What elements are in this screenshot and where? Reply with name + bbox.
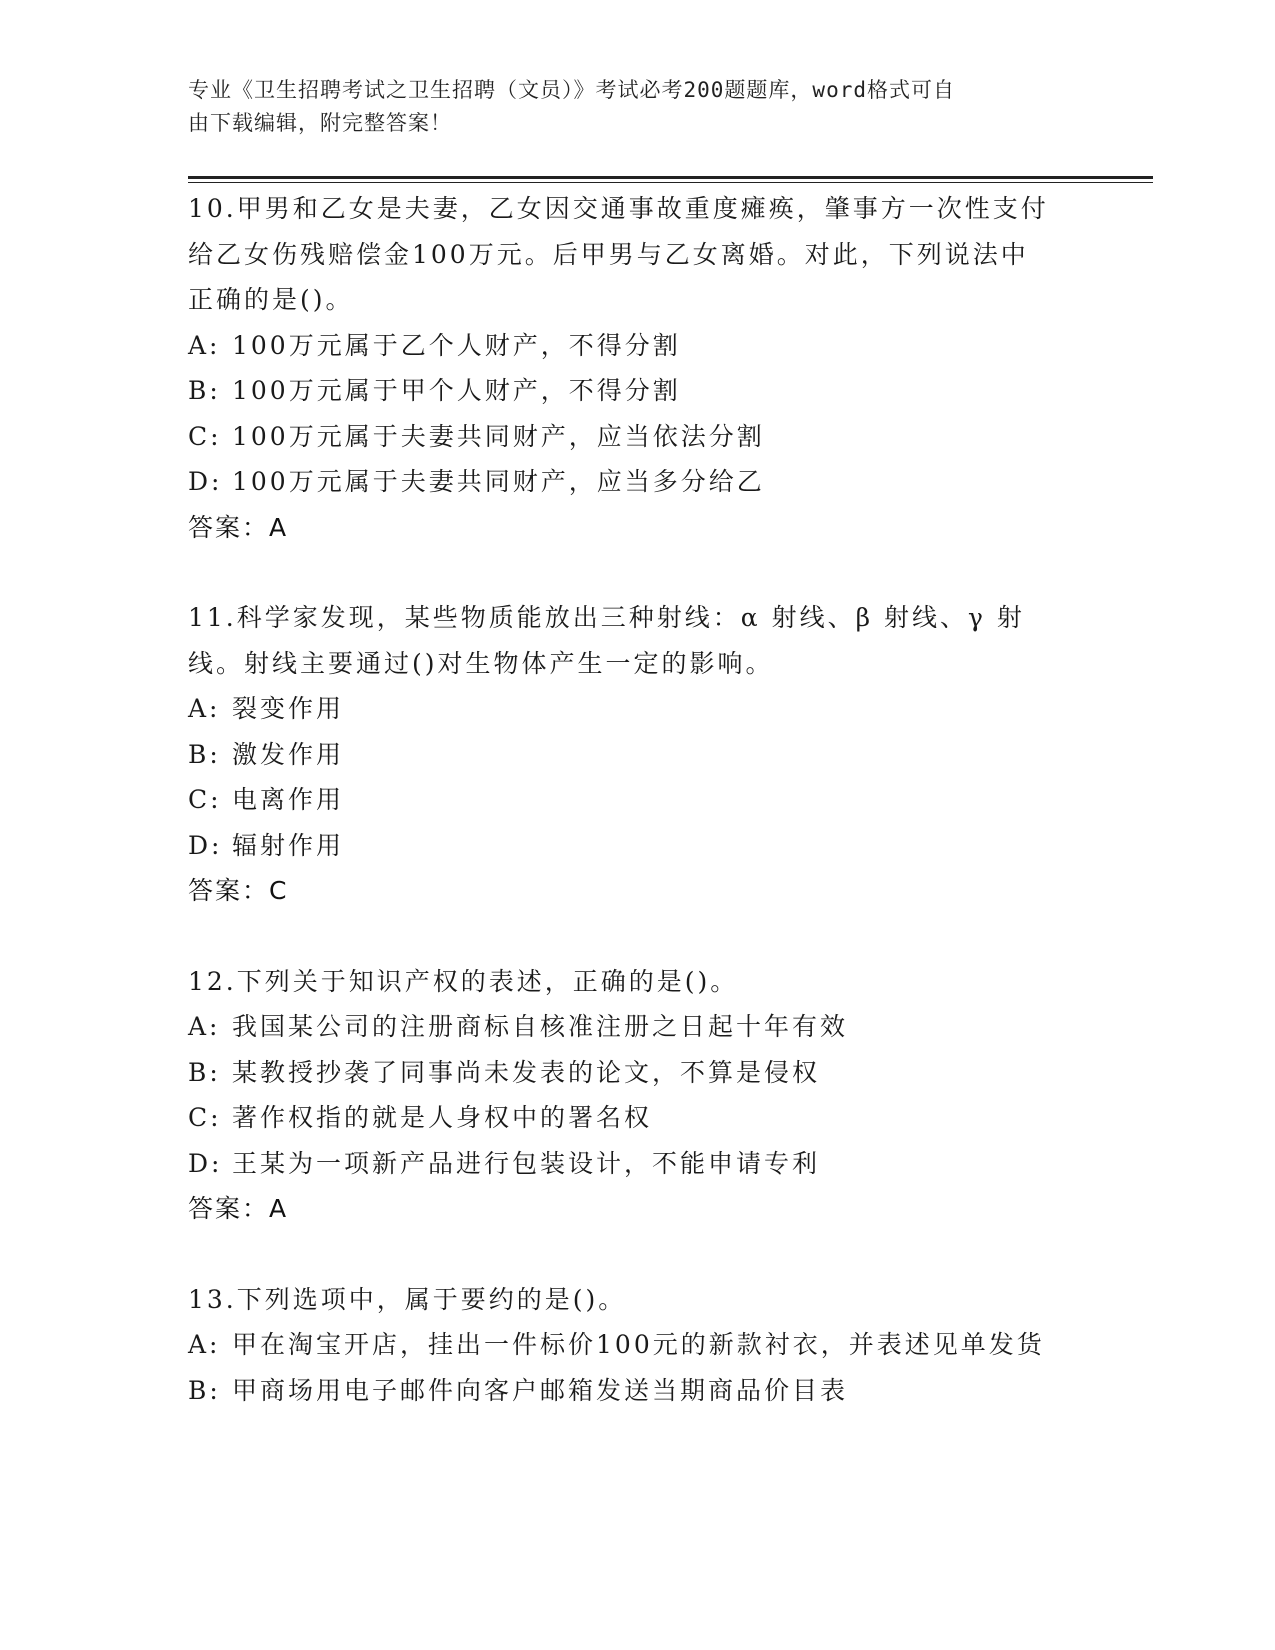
question-stem-line: 给乙女伤残赔偿金100万元。后甲男与乙女离婚。对此，下列说法中 — [188, 239, 1029, 269]
option-letter: A: — [188, 1330, 221, 1359]
question-12 — [188, 959, 1088, 1232]
option-letter: A: — [188, 330, 221, 360]
option-b — [188, 1368, 1088, 1414]
header-divider-thick — [188, 176, 1153, 179]
option-letter: B: — [188, 376, 221, 405]
option-text: 裂变作用 — [232, 694, 345, 723]
option-c — [188, 1095, 1088, 1141]
option-text: 100万元属于夫妻共同财产，应当依法分割 — [232, 421, 765, 451]
question-stem-line: 13.下列选项中，属于要约的是()。 — [188, 1284, 627, 1314]
option-letter: A: — [188, 694, 221, 723]
option-a — [188, 1004, 1088, 1050]
option-b — [188, 368, 1088, 414]
option-letter: C: — [188, 785, 222, 814]
option-d — [188, 823, 1088, 869]
option-letter: D: — [188, 1148, 223, 1178]
header-divider-thin — [188, 182, 1153, 183]
option-c — [188, 777, 1088, 823]
option-letter: B: — [188, 739, 221, 769]
option-text: 某教授抄袭了同事尚未发表的论文，不算是侵权 — [232, 1057, 821, 1087]
option-text: 甲在淘宝开店，挂出一件标价100元的新款衬衣，并表述见单发货 — [232, 1330, 1045, 1359]
option-text: 甲商场用电子邮件向客户邮箱发送当期商品价目表 — [232, 1375, 849, 1405]
header-line-1: 专业《卫生招聘考试之卫生招聘（文员）》考试必考200题题库，word格式可自 — [188, 78, 955, 102]
option-text: 100万元属于甲个人财产，不得分割 — [232, 376, 681, 405]
option-d — [188, 459, 1088, 505]
answer-line: 答案：A — [188, 512, 289, 542]
question-list — [188, 186, 1088, 1413]
option-letter: B: — [188, 1057, 221, 1087]
question-10 — [188, 186, 1088, 550]
option-c — [188, 414, 1088, 460]
option-text: 电离作用 — [232, 785, 345, 814]
question-stem-line: 11.科学家发现，某些物质能放出三种射线：α 射线、β 射线、γ 射 — [188, 603, 1025, 632]
question-stem-line: 线。射线主要通过()对生物体产生一定的影响。 — [188, 648, 774, 678]
option-letter: D: — [188, 467, 223, 496]
document-header — [188, 74, 1068, 140]
option-letter: C: — [188, 1103, 222, 1132]
option-a — [188, 1322, 1088, 1368]
option-text: 我国某公司的注册商标自核准注册之日起十年有效 — [232, 1012, 849, 1041]
header-line-2: 由下载编辑，附完整答案！ — [188, 111, 452, 135]
option-text: 王某为一项新产品进行包装设计，不能申请专利 — [232, 1148, 821, 1178]
option-text: 激发作用 — [232, 739, 345, 769]
option-letter: D: — [188, 830, 223, 860]
option-d — [188, 1141, 1088, 1187]
option-letter: B: — [188, 1375, 221, 1405]
option-letter: C: — [188, 421, 222, 451]
question-stem-line: 正确的是()。 — [188, 285, 354, 314]
question-stem-line: 12.下列关于知识产权的表述，正确的是()。 — [188, 966, 739, 996]
option-text: 100万元属于夫妻共同财产，应当多分给乙 — [232, 467, 765, 496]
option-a — [188, 323, 1088, 369]
option-text: 著作权指的就是人身权中的署名权 — [232, 1103, 653, 1132]
option-letter: A: — [188, 1012, 221, 1041]
option-b — [188, 1050, 1088, 1096]
answer-line: 答案：C — [188, 876, 289, 905]
option-a — [188, 686, 1088, 732]
question-stem-line: 10.甲男和乙女是夫妻，乙女因交通事故重度瘫痪，肇事方一次性支付 — [188, 194, 1049, 223]
question-11 — [188, 595, 1088, 914]
answer-line: 答案：A — [188, 1194, 289, 1223]
option-b — [188, 732, 1088, 778]
option-text: 辐射作用 — [232, 830, 345, 860]
question-13 — [188, 1277, 1088, 1414]
option-text: 100万元属于乙个人财产，不得分割 — [232, 330, 681, 360]
